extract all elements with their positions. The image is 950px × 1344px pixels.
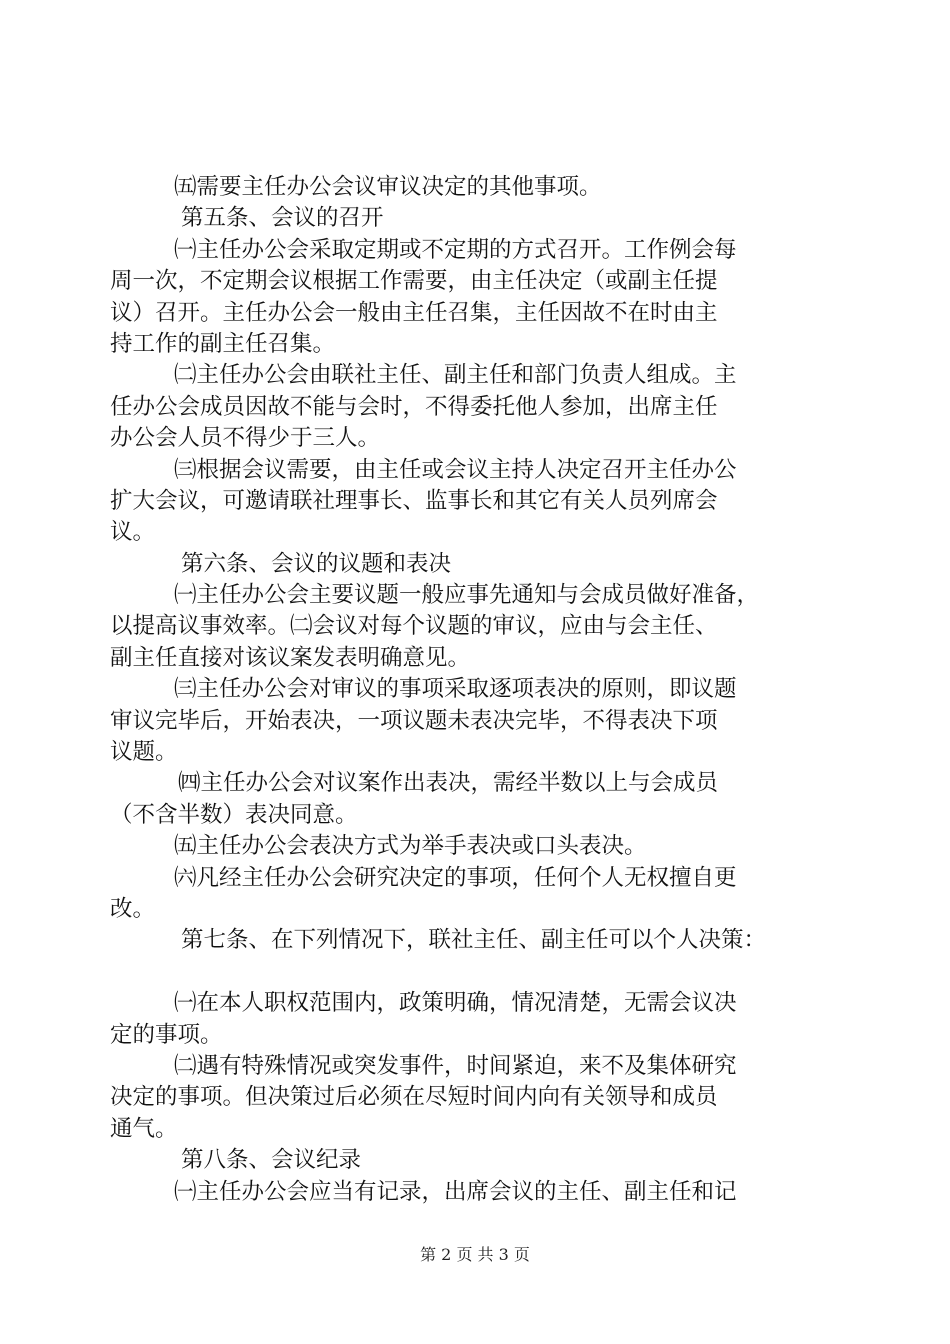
text-line: ㈤主任办公会表决方式为举手表决或口头表决。 <box>174 833 647 860</box>
text-line: 以提高议事效率。㈡会议对每个议题的审议，应由与会主任、 <box>110 613 718 640</box>
text-line: 通气。 <box>110 1115 178 1142</box>
text-line: 审议完毕后，开始表决，一项议题未表决完毕，不得表决下项 <box>110 707 718 734</box>
text-line: ㈡主任办公会由联社主任、副主任和部门负责人组成。主 <box>174 362 737 389</box>
text-line: 定的事项。 <box>110 1021 223 1048</box>
page-number-label: 第 2 页 共 3 页 <box>420 1245 530 1264</box>
page-footer <box>0 1242 950 1265</box>
text-line: 决定的事项。但决策过后必须在尽短时间内向有关领导和成员 <box>110 1084 718 1111</box>
text-line: 扩大会议，可邀请联社理事长、监事长和其它有关人员列席会 <box>110 487 718 514</box>
text-line: 第八条、会议纪录 <box>181 1147 362 1174</box>
blank-line <box>110 957 840 988</box>
text-line: 持工作的副主任召集。 <box>110 330 336 357</box>
text-line: ㈠在本人职权范围内，政策明确，情况清楚，无需会议决 <box>174 990 737 1017</box>
text-line: 第六条、会议的议题和表决 <box>181 550 452 577</box>
text-line: 议）召开。主任办公会一般由主任召集，主任因故不在时由主 <box>110 299 718 326</box>
text-line: ㈠主任办公会采取定期或不定期的方式召开。工作例会每 <box>174 236 737 263</box>
text-line: 议。 <box>110 519 156 546</box>
document-body <box>110 172 840 1208</box>
text-line: ㈠主任办公会主要议题一般应事先通知与会成员做好准备， <box>174 582 760 609</box>
text-line: ㈣主任办公会对议案作出表决，需经半数以上与会成员 <box>178 770 719 797</box>
text-line: ㈠主任办公会应当有记录，出席会议的主任、副主任和记 <box>174 1178 737 1205</box>
text-line: 改。 <box>110 895 156 922</box>
text-line: 副主任直接对该议案发表明确意见。 <box>110 644 471 671</box>
text-line: 第七条、在下列情况下，联社主任、副主任可以个人决策： <box>181 927 767 954</box>
text-line: 任办公会成员因故不能与会时，不得委托他人参加，出席主任 <box>110 393 718 420</box>
text-line: （不含半数）表决同意。 <box>110 801 358 828</box>
text-line: 周一次，不定期会议根据工作需要，由主任决定（或副主任提 <box>110 268 718 295</box>
text-line: 办公会人员不得少于三人。 <box>110 425 381 452</box>
text-line: ㈢主任办公会对审议的事项采取逐项表决的原则，即议题 <box>174 676 737 703</box>
text-line: ㈡遇有特殊情况或突发事件，时间紧迫，来不及集体研究 <box>174 1052 737 1079</box>
text-line: 第五条、会议的召开 <box>181 205 384 232</box>
text-line: 议题。 <box>110 739 178 766</box>
text-line: ㈤需要主任办公会议审议决定的其他事项。 <box>174 174 602 200</box>
text-line: ㈢根据会议需要，由主任或会议主持人决定召开主任办公 <box>174 456 737 483</box>
text-line: ㈥凡经主任办公会研究决定的事项，任何个人无权擅自更 <box>174 864 737 891</box>
